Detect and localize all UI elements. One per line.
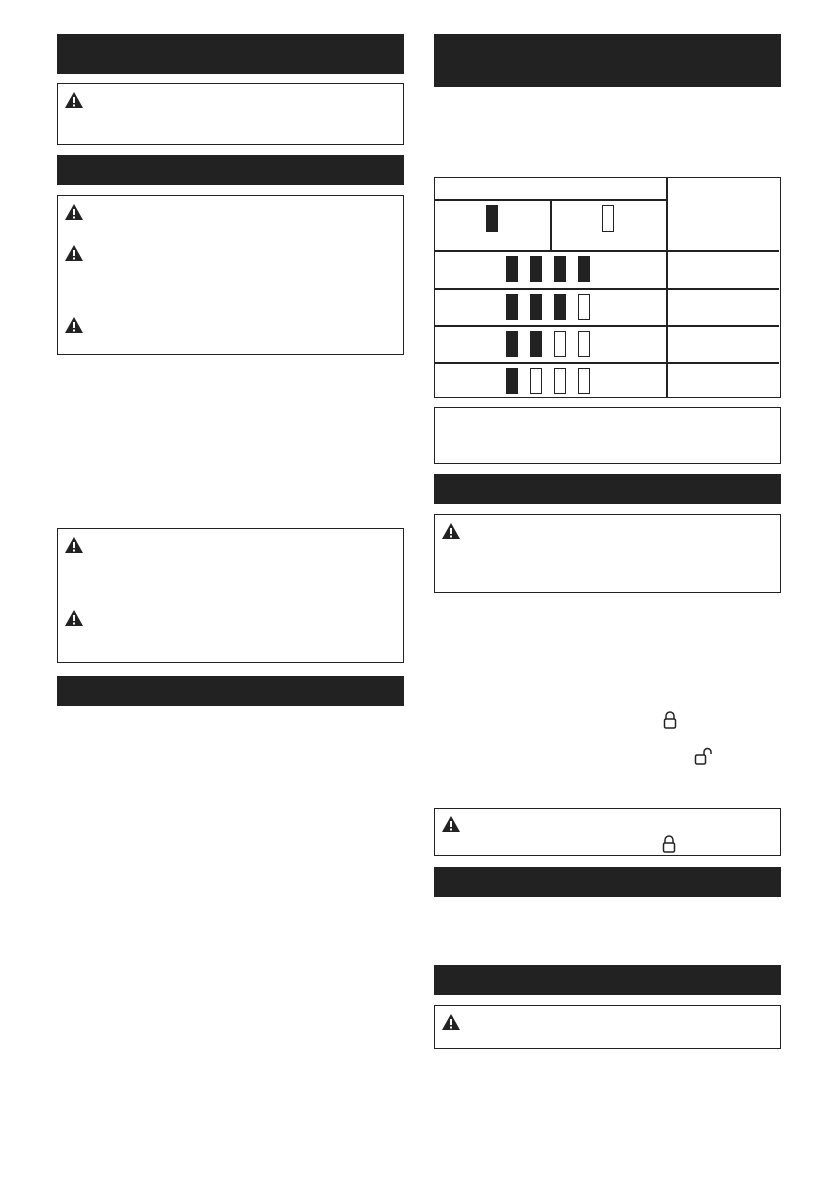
section-header-bar-7 xyxy=(434,965,781,995)
indicator-segment-lit xyxy=(530,256,542,282)
indicator-segment-lit xyxy=(530,331,542,357)
note-box xyxy=(434,407,781,464)
warning-box-1 xyxy=(57,83,404,145)
warning-icon xyxy=(64,91,84,109)
indicator-segment-lit xyxy=(554,294,566,320)
section-header-bar-3 xyxy=(57,676,404,706)
warning-box-5 xyxy=(434,808,781,856)
indicator-rows xyxy=(435,178,666,397)
warning-icon xyxy=(64,609,84,627)
warning-icon xyxy=(64,536,84,554)
warning-box-4 xyxy=(434,514,781,593)
indicator-segment-lit xyxy=(506,331,518,357)
warning-box-6 xyxy=(434,1005,781,1049)
warning-icon xyxy=(64,316,84,334)
warning-icon xyxy=(441,815,461,833)
section-header-bar-2 xyxy=(57,155,404,185)
indicator-segment-unlit xyxy=(554,368,566,394)
indicator-segment-lit xyxy=(578,256,590,282)
padlock-closed-icon xyxy=(662,710,678,730)
indicator-segment-lit xyxy=(530,294,542,320)
warning-box-2 xyxy=(57,195,404,355)
warning-box-3 xyxy=(57,528,404,663)
indicator-segment-unlit xyxy=(578,368,590,394)
indicator-segment-unlit xyxy=(578,294,590,320)
indicator-segment-lit xyxy=(506,368,518,394)
indicator-segment-lit xyxy=(506,256,518,282)
warning-icon xyxy=(441,522,461,540)
battery-indicator-table xyxy=(434,177,781,398)
warning-icon xyxy=(64,203,84,221)
indicator-segment-unlit xyxy=(578,331,590,357)
section-header-bar-5 xyxy=(434,474,781,504)
padlock-closed-icon xyxy=(661,834,677,854)
warning-icon xyxy=(64,244,84,262)
indicator-segment-unlit xyxy=(554,331,566,357)
indicator-segment-lit xyxy=(506,294,518,320)
padlock-open-icon xyxy=(694,747,712,767)
section-header-bar-6 xyxy=(434,867,781,897)
warning-icon xyxy=(441,1013,461,1031)
indicator-segment-unlit xyxy=(530,368,542,394)
section-header-bar-4 xyxy=(434,34,781,87)
indicator-segment-lit xyxy=(554,256,566,282)
section-header-bar-1 xyxy=(57,34,404,74)
